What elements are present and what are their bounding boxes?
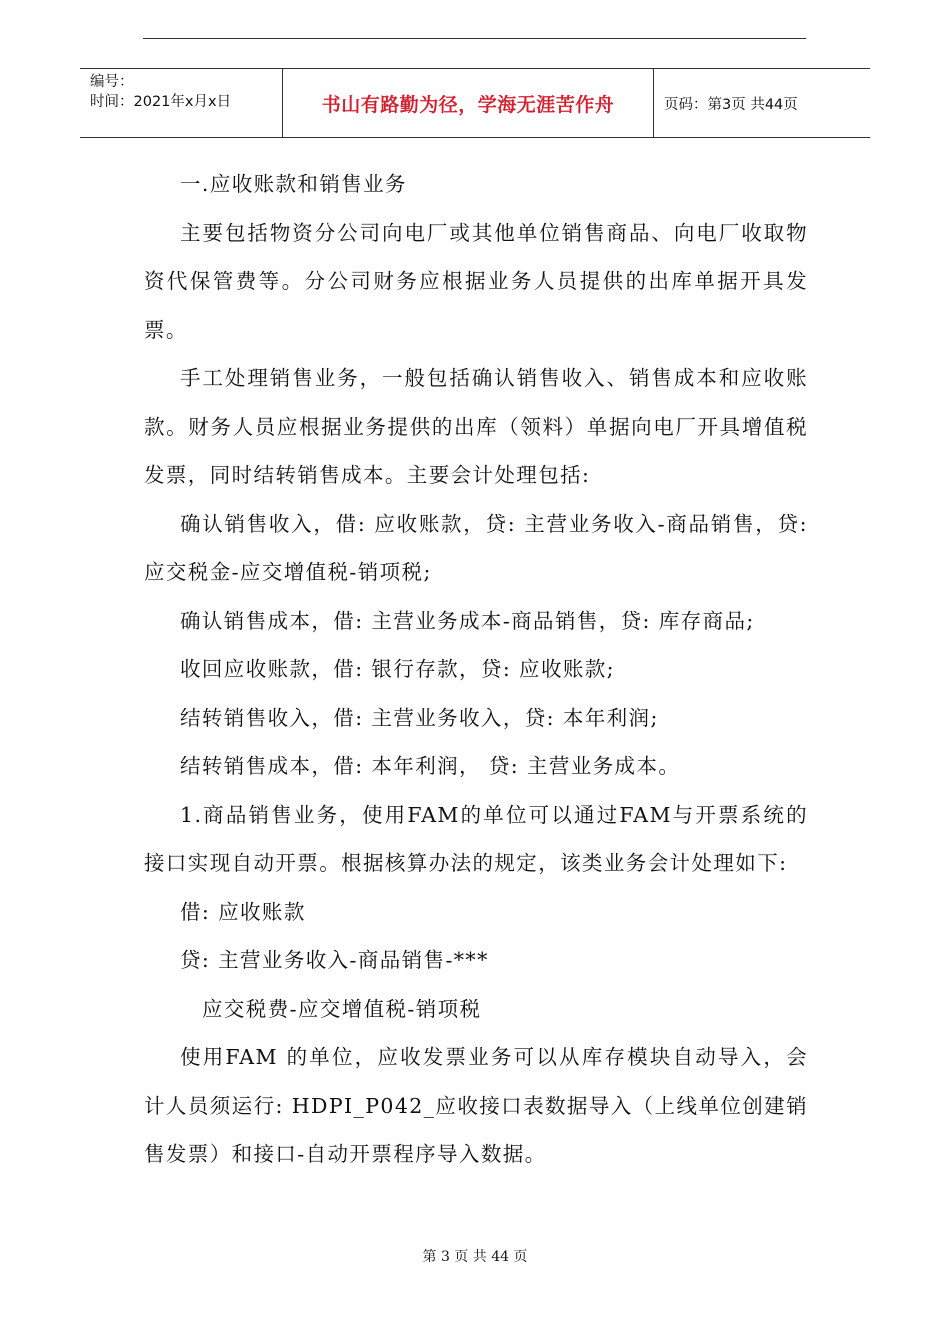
header-meta — [80, 69, 283, 137]
header-page-info: 页码：第3页 共44页 — [664, 96, 798, 113]
body-paragraph: 主要包括物资分公司向电厂或其他单位销售商品、向电厂收取物资代保管费等。分公司财务应根据业务人员提供的出库单据开具发票。 — [144, 220, 808, 342]
section-heading: 一.应收账款和销售业务 — [180, 172, 407, 196]
body-paragraph: 手工处理销售业务，一般包括确认销售收入、销售成本和应收账款。财务人员应根据业务提供的出库（领料）单据向电厂开具增值税发票，同时结转销售成本。主要会计处理包括: — [144, 366, 808, 487]
header-motto-cell — [283, 69, 654, 137]
entry-credit-line: 贷: 主营业务收入-商品销售-*** — [180, 948, 489, 972]
body-paragraph: 使用FAM 的单位，应收发票业务可以从库存模块自动导入，会计人员须运行: HDPI_P042_应收接口表数据导入（上线单位创建销售发票）和接口-自动开票程序导入数据。 — [144, 1045, 808, 1166]
document-number-label: 编号： — [90, 74, 134, 90]
entry-debit-line: 借: 应收账款 — [180, 899, 306, 924]
document-body — [144, 160, 808, 1179]
entry-credit-line: 应交税费-应交增值税-销项税 — [202, 996, 482, 1021]
journal-entry: 收回应收账款，借: 银行存款，贷: 应收账款; — [180, 657, 615, 681]
page-footer: 第 3 页 共 44 页 — [422, 1249, 528, 1265]
page-header — [80, 68, 870, 138]
journal-entry: 结转销售收入，借: 主营业务收入，贷: 本年利润; — [180, 705, 659, 730]
body-paragraph: 1.商品销售业务，使用FAM的单位可以通过FAM与开票系统的接口实现自动开票。根据核算办法的规定，该类业务会计处理如下: — [144, 802, 808, 875]
journal-entry: 结转销售成本，借: 本年利润， 贷: 主营业务成本。 — [180, 754, 681, 778]
journal-entry: 确认销售成本，借: 主营业务成本-商品销售，贷: 库存商品; — [180, 608, 755, 633]
header-motto: 书山有路勤为径，学海无涯苦作舟 — [321, 93, 615, 116]
header-top-rule — [143, 38, 806, 39]
header-page-info-cell — [654, 69, 870, 137]
document-date: 时间：2021年x月x日 — [90, 94, 232, 110]
journal-entry: 确认销售收入，借: 应收账款，贷: 主营业务收入-商品销售，贷: 应交税金-应交增值税-销项税; — [144, 511, 808, 584]
